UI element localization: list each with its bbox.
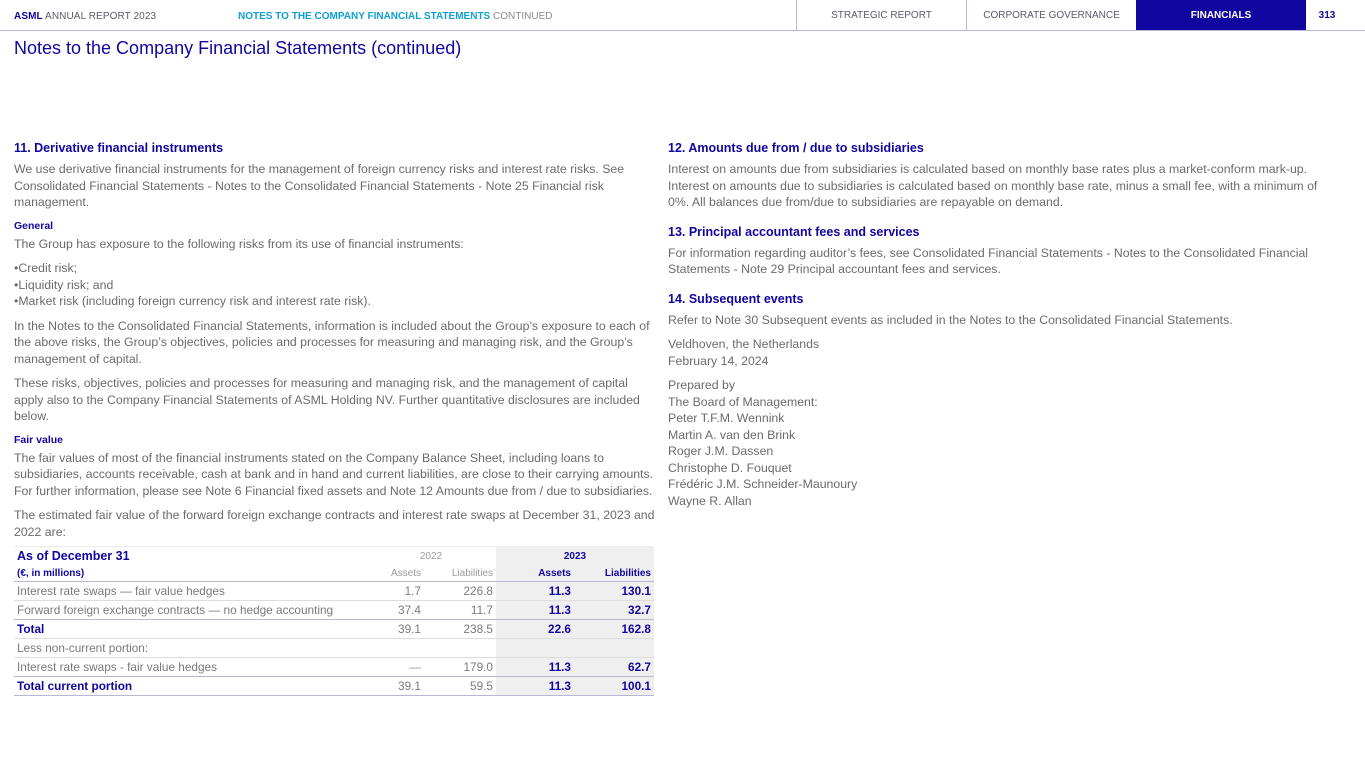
note-11-intro: We use derivative financial instruments for the management of foreign currency risks and interest rate risks. See Consolidated Financial Statements - Notes to the Consolidated Financial Statements - Note 25 Financial risk management. (14, 162, 625, 209)
liabilities-2022: 179.0 (424, 658, 496, 677)
table-row (14, 582, 654, 601)
page-number: 313 (1318, 9, 1336, 21)
row-label: Total current portion (14, 677, 366, 696)
nav-tab-financials[interactable]: FINANCIALS (1136, 0, 1306, 30)
col-liabilities-2022: Liabilities (424, 566, 496, 582)
col-liabilities-2023: Liabilities (574, 566, 654, 582)
board-member: Frédéric J.M. Schneider-Maunoury (668, 477, 858, 491)
risk-item: • Liquidity risk; and (14, 277, 656, 294)
liabilities-2022: 11.7 (424, 601, 496, 620)
table-row-total (14, 620, 654, 639)
col-assets-2023: Assets (496, 566, 574, 582)
note-13-title: 13. Principal accountant fees and services (668, 224, 920, 239)
section-continued: CONTINUED (490, 11, 553, 22)
section-name: NOTES TO THE COMPANY FINANCIAL STATEMENTS (238, 11, 491, 22)
row-label: Forward foreign exchange contracts — no hedge accounting (14, 601, 366, 620)
liabilities-2022: 238.5 (424, 620, 496, 639)
assets-2022: 39.1 (366, 677, 424, 696)
table-intro: The estimated fair value of the forward foreign exchange contracts and interest rate swaps at December 31, 2023 and 2022 are: (14, 508, 655, 539)
nav-tab-corporate-governance[interactable]: CORPORATE GOVERNANCE (966, 0, 1136, 30)
row-label: Interest rate swaps - fair value hedges (14, 658, 366, 677)
assets-2023: 11.3 (496, 582, 574, 601)
prepared-by: Prepared by (668, 378, 735, 392)
brand-name: ASML (14, 11, 43, 22)
board-member: Christophe D. Fouquet (668, 460, 792, 475)
liabilities-2023: 100.1 (574, 677, 654, 696)
row-label: Interest rate swaps — fair value hedges (14, 582, 366, 601)
assets-2022: 1.7 (366, 582, 424, 601)
liabilities-2022: 59.5 (424, 677, 496, 696)
note-12-title: 12. Amounts due from / due to subsidiaries (668, 141, 924, 155)
board-label: The Board of Management: (668, 394, 818, 409)
table-row (14, 639, 654, 658)
signing-place: Veldhoven, the Netherlands (668, 337, 820, 351)
table-header-years (14, 547, 654, 566)
table-unit: (€, in millions) (14, 566, 366, 582)
table-title: As of December 31 (14, 547, 366, 566)
year-2023-header: 2023 (496, 547, 654, 566)
board-member: Peter T.F.M. Wennink (668, 411, 785, 425)
risk-item: • Market risk (including foreign currency risk and interest rate risk). (14, 293, 656, 310)
report-brand[interactable] (14, 11, 156, 22)
liabilities-2023: 162.8 (574, 620, 654, 639)
row-label: Less non-current portion: (14, 639, 366, 658)
signing-date: February 14, 2024 (668, 353, 769, 368)
table-row-total-current (14, 677, 654, 696)
liabilities-2023: 32.7 (574, 601, 654, 620)
assets-2022: — (366, 658, 424, 677)
board-member: Wayne R. Allan (668, 493, 752, 508)
assets-2023: 11.3 (496, 601, 574, 620)
col-assets-2022: Assets (366, 566, 424, 582)
fair-value-heading: Fair value (14, 433, 64, 446)
assets-2023: 11.3 (496, 677, 574, 696)
risk-paragraph-2: These risks, objectives, policies and processes for measuring and managing risk, and the management of capital apply also to the Company Financial Statements of ASML Holding NV. Further quantitative disclosures are included below. (14, 376, 640, 423)
top-bar (0, 0, 1365, 31)
note-12-text: Interest on amounts due from subsidiaries is calculated based on monthly base rates plus a market-conform mark-up. Interest on amounts due to subsidiaries is calculated based on monthly base rate, minus a small fee, with a minimum of 0%. All balances due from/due to subsidiaries are repayable on demand. (668, 162, 1318, 209)
right-column (668, 140, 1318, 509)
assets-2022: 39.1 (366, 620, 424, 639)
table-header-columns (14, 566, 654, 582)
note-14-title: 14. Subsequent events (668, 291, 804, 306)
risk-paragraph-1: In the Notes to the Consolidated Financial Statements, information is included about the Group’s exposure to each of the above risks, the Group’s objectives, policies and processes for measuring and managing risk, and the Group’s management of capital. (14, 318, 650, 366)
table-row (14, 601, 654, 620)
assets-2023: 22.6 (496, 620, 574, 639)
assets-2023: 11.3 (496, 658, 574, 677)
fair-value-table (14, 546, 654, 696)
section-breadcrumb (238, 11, 552, 22)
note-14-text: Refer to Note 30 Subsequent events as included in the Notes to the Consolidated Financial Statements. (668, 312, 1233, 327)
fair-value-text: The fair values of most of the financial instruments stated on the Company Balance Sheet, including loans to subsidiaries, accounts receivable, cash at bank and in hand and current liabilities, are close to their carrying amounts. For further information, please see Note 6 Financial fixed assets and Note 12 Amounts due from / due to subsidiaries. (14, 450, 654, 498)
year-2022-header: 2022 (366, 547, 496, 566)
risk-item: • Credit risk; (14, 260, 656, 277)
board-member: Roger J.M. Dassen (668, 444, 774, 458)
row-label: Total (14, 620, 366, 639)
nav-tab-strategic-report[interactable]: STRATEGIC REPORT (796, 0, 966, 30)
note-13-text: For information regarding auditor’s fees, see Consolidated Financial Statements - Notes to the Consolidated Financial Statements - Note 29 Principal accountant fees and services. (668, 245, 1309, 276)
brand-report-label: ANNUAL REPORT 2023 (42, 11, 157, 22)
general-text: The Group has exposure to the following risks from its use of financial instruments: (14, 236, 464, 251)
board-member: Martin A. van den Brink (668, 427, 796, 442)
general-heading: General (14, 219, 54, 232)
note-11-title: 11. Derivative financial instruments (14, 141, 224, 155)
risk-list (14, 260, 656, 310)
page-title: Notes to the Company Financial Statements (continued) (14, 38, 462, 58)
assets-2022: 37.4 (366, 601, 424, 620)
liabilities-2023: 130.1 (574, 582, 654, 601)
left-column (14, 140, 656, 540)
liabilities-2022: 226.8 (424, 582, 496, 601)
liabilities-2023: 62.7 (574, 658, 654, 677)
table-row (14, 658, 654, 677)
